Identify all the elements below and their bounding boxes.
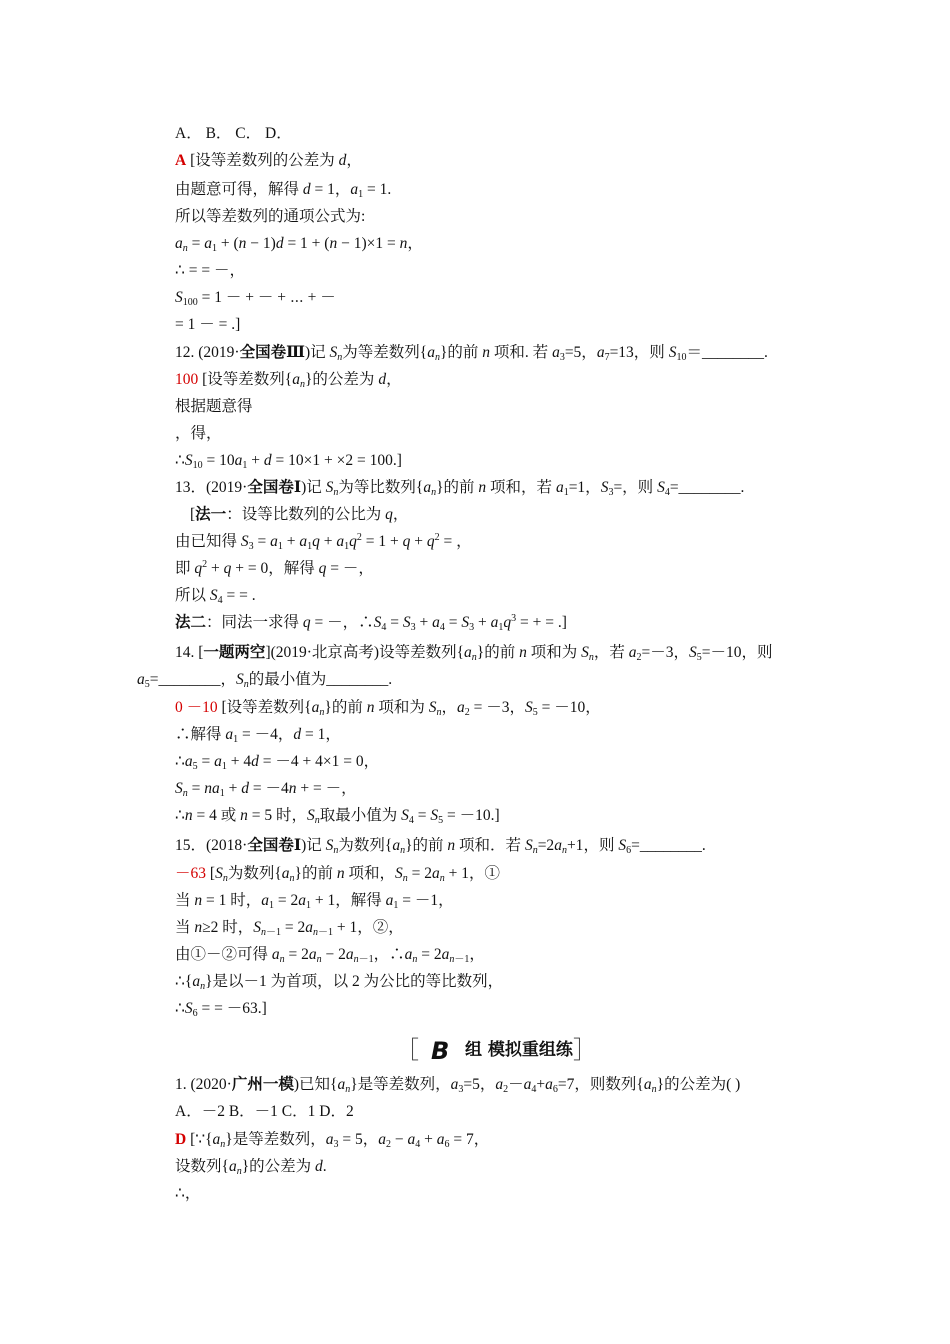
choice-line: A． B． C． D． (175, 125, 292, 142)
answer-line: 0 －10 [设等差数列$\{a_n\}$的前 n 项和为 $S_n$，$a_2 = -3$，$S_5 = -10$， (175, 699, 601, 718)
text-line: 根据题意得 (175, 398, 253, 415)
formula-line: 法二：同法一求得 q = －，$\therefore S_4 = S_3 + a_4 = S_3 + a_1q^3$ = + = .] (175, 613, 567, 633)
section-banner (395, 1036, 597, 1064)
group-b-letter: B (431, 1038, 450, 1062)
text-line: 所以等差数列的通项公式为: (175, 208, 366, 225)
answer-line: 100 [设等差数列$\{a_n\}$的公差为 d， (175, 371, 402, 390)
formula-line: ∴ = = －， (175, 262, 245, 279)
text-line: [法一：设等比数列的公比为 q， (190, 506, 409, 523)
text-line: ，得， (175, 425, 222, 442)
formula-line: ∴解得 $a_1 = -4$，d = 1， (175, 726, 341, 745)
question-14-cont: $a_5=\_\_\_\_\_\_\_\_$，$S_n$的最小值为________. (137, 671, 393, 690)
formula-line: = 1 － = .] (175, 316, 241, 333)
formula-line: $\therefore\{a_n\}$是以－1 为首项，以 2 为公比的等比数列， (175, 973, 504, 992)
formula-line: $a_n = a_1 + (n - 1)d = 1 + (n - 1)\times 1 = n$， (175, 235, 423, 254)
section-title: 组 模拟重组练 (465, 1040, 573, 1060)
formula-line: $\therefore S_{10} = 10a_1 + d = 10\times 1 + \times 2 = 100$.] (175, 452, 402, 471)
question-13: 13．(2019·全国卷Ⅰ)记 $S_n$为等比数列$\{a_n\}$的前 n 项和，若 $a_1=1$，$S_3=$，则 $S_4=\_\_\_\_\_\_\_\_$. (175, 479, 745, 498)
formula-line: 即 $q^2 + q$ + = 0，解得 q = －， (175, 559, 374, 577)
group-b-logo (431, 1038, 461, 1062)
text-line: 由题意可得，解得 d = 1，$a_1 = 1$. (175, 181, 392, 200)
answer-line: A [设等差数列的公差为 d， (175, 152, 362, 169)
formula-line: $S_n = na_1 + d = -4n$ + = －， (175, 780, 357, 799)
text-line: 设数列$\{a_n\}$的公差为 d. (175, 1158, 327, 1177)
formula-line: ∴n = 4 或 n = 5 时，$S_n$取最小值为 $S_4 = S_5 = -10$.] (175, 807, 500, 826)
formula-line: $\therefore a_5 = a_1 + 4d = -4 + 4\times 1 = 0$， (175, 753, 380, 772)
bracket-left: ［ (395, 1036, 419, 1064)
answer-line: －63 [$S_n$为数列$\{a_n\}$的前 n 项和，$S_n = 2a_n + 1$，① (175, 865, 500, 884)
formula-line: 由已知得 $S_3 = a_1 + a_1q + a_1q^2 = 1 + q + q^2$ = ， (175, 532, 472, 552)
text-line: ∴， (175, 1185, 201, 1202)
formula-line: 所以 $S_4$ = = . (175, 587, 256, 606)
question-b1: 1. (2020·广州一模)已知$\{a_n\}$是等差数列，$a_3=5$，$a_2-a_4+a_6=7$，则数列$\{a_n\}$的公差为( ) (175, 1076, 741, 1095)
formula-line: 由①－②可得 $a_n = 2a_n - 2a_{n-1}$，$\therefore a_n = 2a_{n-1}$， (175, 946, 485, 965)
formula-line: 当 n≥2 时，$S_{n-1} = 2a_{n-1} + 1$，②， (175, 919, 404, 938)
formula-line: $S_{100} = 1$ － + － + ⋯ + － (175, 289, 336, 308)
answer-line: D [$\because\{a_n\}$是等差数列，$a_3 = 5$，$a_2 - a_4 + a_6 = 7$， (175, 1131, 490, 1150)
formula-line: 当 n = 1 时，$a_1 = 2a_1 + 1$，解得 $a_1 = -1$， (175, 892, 454, 911)
question-15: 15．(2018·全国卷Ⅰ)记 $S_n$为数列$\{a_n\}$的前 n 项和．若 $S_n=2a_n+1$，则 $S_6=\_\_\_\_\_\_\_\_$. (175, 837, 706, 856)
bracket-right: ］ (573, 1036, 597, 1064)
formula-line: $\therefore S_6$ = = －63.] (175, 1000, 267, 1019)
question-14: 14. [一题两空](2019·北京高考)设等差数列$\{a_n\}$的前 n 项和为 $S_n$，若 $a_2=-3$，$S_5=-10$，则 (175, 644, 773, 663)
question-12: 12. (2019·全国卷Ⅲ)记 $S_n$为等差数列$\{a_n\}$的前 n 项和. 若 $a_3=5$，$a_7=13$，则 $S_{10}=\_\_\_\_\_\_\_\_$. (175, 344, 768, 363)
choice-line: A．－2 B．－1 C．1 D．2 (175, 1103, 354, 1120)
